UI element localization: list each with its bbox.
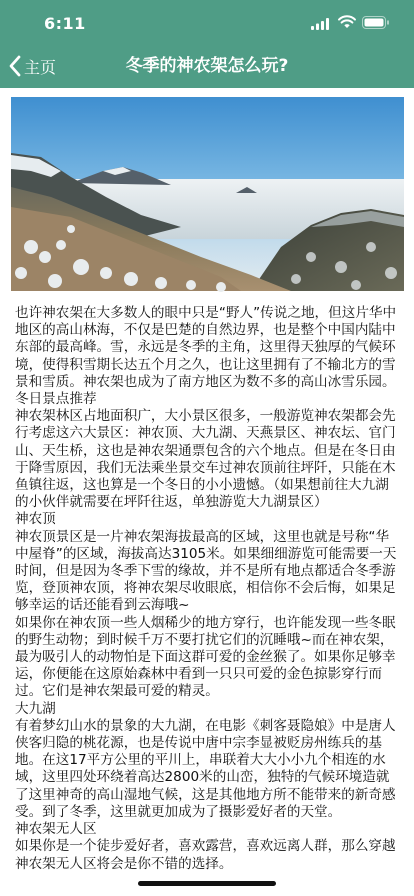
battery-icon	[362, 16, 390, 29]
section-heading: 大九湖	[15, 700, 56, 717]
article-body	[15, 305, 400, 872]
status-time: 6:11	[44, 14, 86, 33]
wifi-icon	[338, 15, 356, 29]
section-heading: 神农顶	[15, 511, 56, 528]
article-paragraph: 如果你在神农顶一些人烟稀少的地方穿行，也许能发现一些冬眠的野生动物；到时候千万不要打扰它们的沉睡哦~而在神农架，最为吸引人的动物怕是下面这群可爱的金丝猴了。如果你足够幸运，你便能在这原始森林中看到一只只可爱的金色掠影穿行而过。它们是神农架最可爱的精灵。	[15, 614, 396, 700]
home-indicator[interactable]	[138, 881, 276, 886]
article-paragraph: 也许神农架在大多数人的眼中只是“野人”传说之地，但这片华中地区的高山林海，不仅是巴楚的自然边界，也是整个中国内陆中东部的最高峰。雪，永远是冬季的主角，这里得天独厚的气候环境，使得积雪期长达五个月之久，也让这里拥有了不输北方的雪景和雪质。神农架也成为了南方地区为数不多的高山冰雪乐园。	[15, 305, 397, 390]
back-button[interactable]	[8, 53, 56, 79]
section-heading: 神农架无人区	[15, 821, 97, 838]
hero-image	[11, 97, 404, 291]
cellular-signal-icon	[311, 18, 330, 30]
back-label: 主页	[24, 57, 57, 77]
section-heading: 冬日景点推荐	[15, 391, 97, 408]
article-paragraph: 神农架林区占地面积广，大小景区很多，一般游览神农架都会先行考虑这六大景区：神农顶、大九湖、天燕景区、神农坛、官门山、天生桥，这也是神农架通票包含的六个地点。但是在冬日由于降雪原因，我们无法乘坐景交车过神农顶前往坪阡，只能在木鱼镇往返，这也算是一个冬日的小小遗憾。（如果想前往大九湖的小伙伴就需要在坪阡往返，单独游览大九湖景区）	[15, 408, 396, 511]
status-bar	[0, 0, 414, 44]
article-paragraph: 神农顶景区是一片神农架海拔最高的区域，这里也就是号称“华中屋脊”的区域，海拔高达3105米。如果细细游览可能需要一天时间，但是因为冬季下雪的缘故，并不是所有地点都适合冬季游览，登顶神农顶，将神农架尽收眼底，相信你不会后悔，如果足够幸运的话还能看到云海哦~	[15, 528, 397, 614]
navigation-bar	[0, 44, 414, 88]
page-title: 冬季的神农架怎么玩?	[125, 56, 289, 76]
article-paragraph: 如果你是一个徒步爱好者，喜欢露营，喜欢远离人群，那么穿越神农架无人区将会是你不错的选择。	[15, 838, 396, 872]
article-paragraph: 有着梦幻山水的景象的大九湖，在电影《刺客聂隐娘》中是唐人侠客归隐的桃花源，也是传说中唐中宗李显被贬房州练兵的基地。在这17平方公里的平川上，串联着大大小小九个相连的水域，这里四处环绕着高达2800米的山峦，独特的气候环境造就了这里神奇的高山湿地气候，这是其他地方所不能带来的新奇感受。到了冬季，这里就更加成为了摄影爱好者的天堂。	[15, 717, 396, 820]
snowy-mountain-photo-icon	[11, 97, 404, 291]
chevron-left-icon	[8, 55, 22, 77]
app-header	[0, 0, 414, 88]
